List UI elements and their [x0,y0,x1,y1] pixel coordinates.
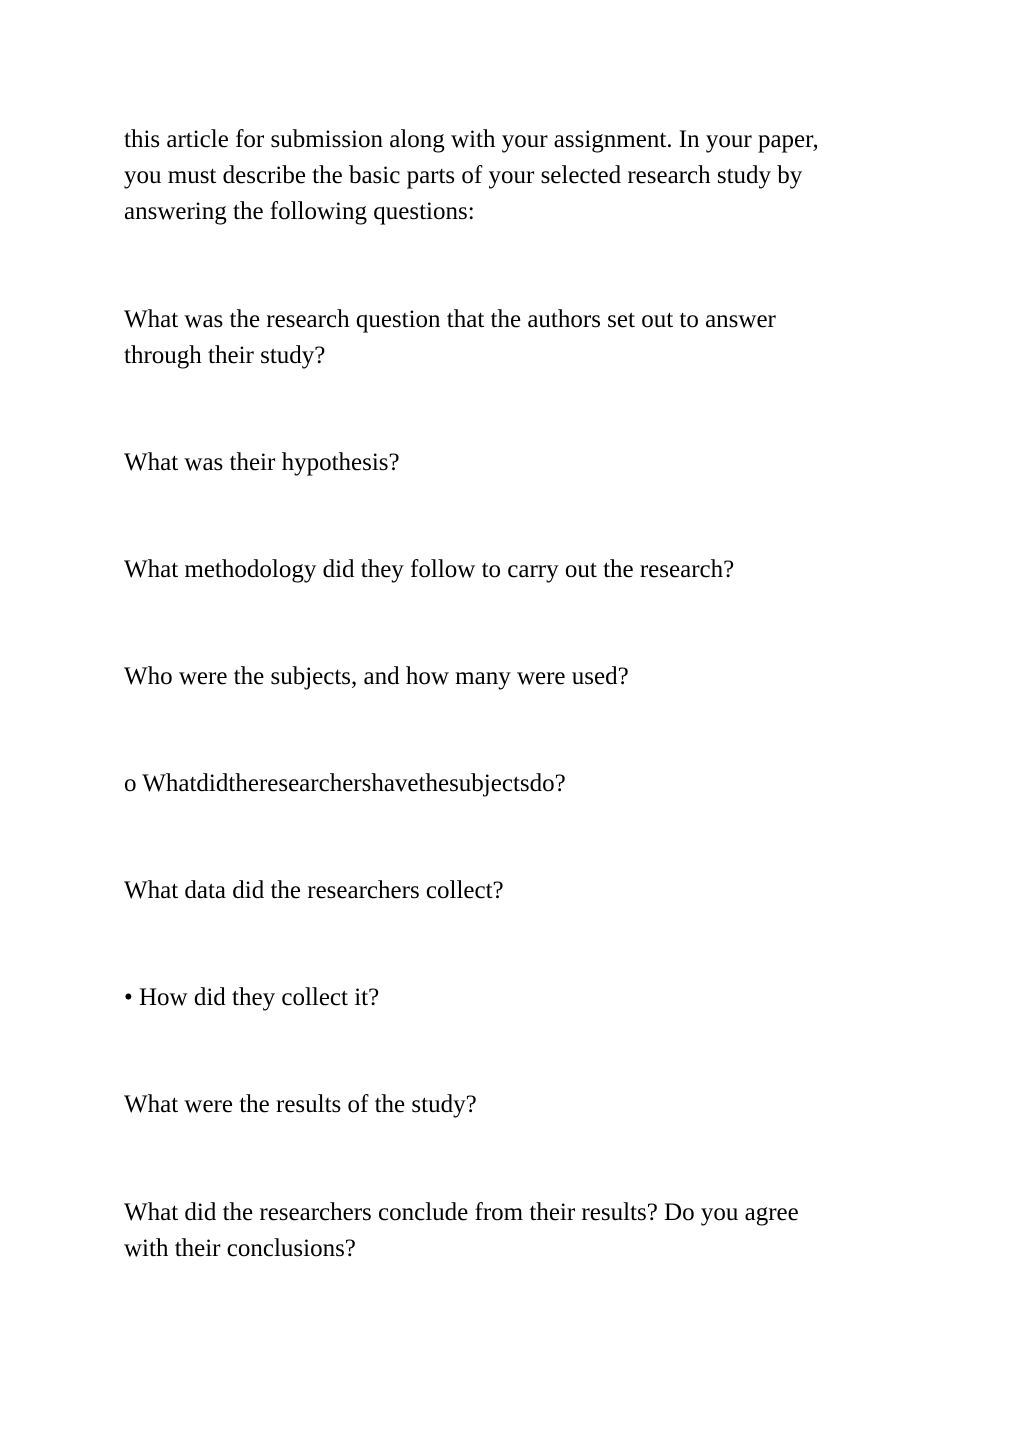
question-hypothesis [124,445,904,481]
text-line: through their study? [124,342,326,369]
text-line: What was their hypothesis? [124,449,400,476]
text-line: What methodology did they follow to carry out the research? [124,556,735,583]
question-data-collected [124,873,904,909]
text-line: What was the research question that the authors set out to answer [124,306,776,333]
question-subjects [124,659,904,695]
text-line: Who were the subjects, and how many were used? [124,663,629,690]
text-line: with their conclusions? [124,1235,356,1262]
text-line: this article for submission along with your assignment. In your paper, [124,126,819,153]
question-methodology [124,552,904,588]
subquestion-subject-tasks [124,766,904,802]
question-research-question [124,302,904,374]
question-results [124,1087,904,1123]
text-line: • How did they collect it? [124,984,380,1011]
text-line: What did the researchers conclude from their results? Do you agree [124,1199,799,1226]
text-line: What data did the researchers collect? [124,877,504,904]
subquestion-collection-method [124,980,904,1016]
question-conclusions [124,1195,904,1267]
intro-paragraph [124,122,904,230]
text-line: you must describe the basic parts of your selected research study by [124,162,803,189]
text-line: What were the results of the study? [124,1091,477,1118]
text-line: o Whatdidtheresearchershavethesubjectsdo? [124,770,566,797]
text-line: answering the following questions: [124,198,475,225]
